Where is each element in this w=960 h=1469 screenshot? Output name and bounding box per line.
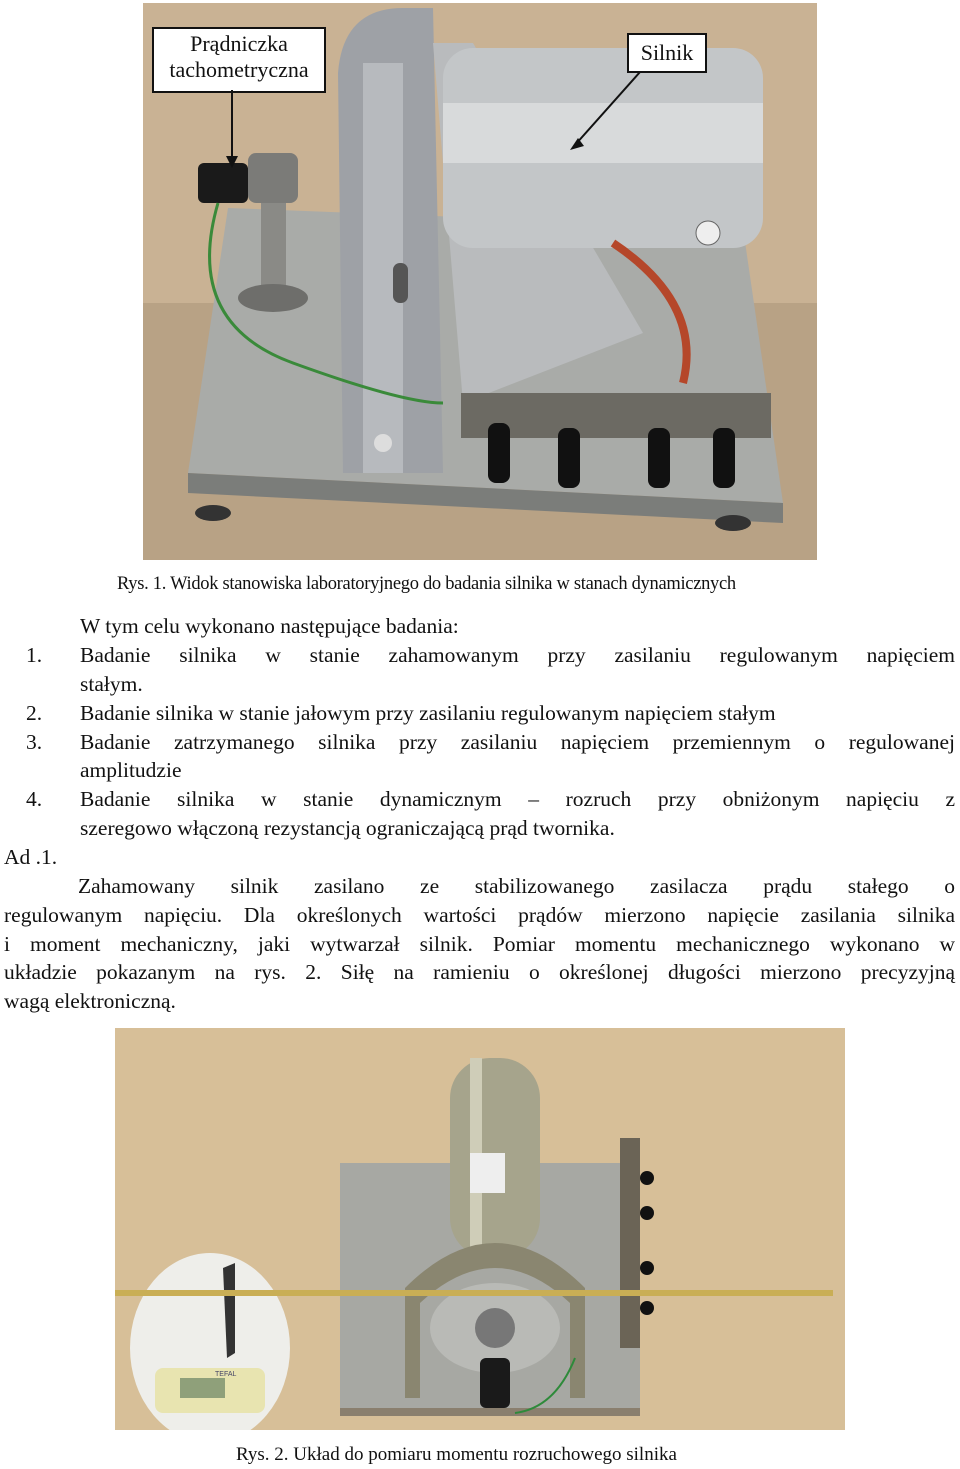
section-heading: Ad .1. (4, 845, 58, 869)
paragraph-line: i moment mechaniczny, jaki wytwarzał silnik. Pomiar momentu mechanicznego wykonano w (4, 932, 955, 956)
list-item-3-line: Badanie zatrzymanego silnika przy zasilaniu napięciem przemiennym o regulowanej (80, 730, 955, 754)
figure-2-caption: Rys. 2. Układ do pomiaru momentu rozruchowego silnika (236, 1444, 677, 1465)
figure-2-photo (115, 1028, 845, 1430)
list-number: 1. (26, 643, 43, 667)
list-item-2-line: Badanie silnika w stanie jałowym przy zasilaniu regulowanym napięciem stałym (80, 701, 776, 725)
paragraph-line: Zahamowany silnik zasilano ze stabilizowanego zasilacza prądu stałego o (78, 874, 955, 898)
label-motor: Silnik (627, 33, 707, 73)
list-number: 3. (26, 730, 43, 754)
intro-text: W tym celu wykonano następujące badania: (80, 614, 459, 638)
list-item-1-line: Badanie silnika w stanie zahamowanym przy zasilaniu regulowanym napięciem (80, 643, 955, 667)
list-item-4-line: Badanie silnika w stanie dynamicznym – rozruch przy obniżonym napięciu z (80, 787, 955, 811)
label-tachogenerator (152, 27, 326, 93)
list-number: 2. (26, 701, 43, 725)
paragraph-line: regulowanym napięciu. Dla określonych wartości prądów mierzono napięcie zasilania silnika (4, 903, 955, 927)
list-item-4-line: szeregowo włączoną rezystancją ograniczającą prąd twornika. (80, 816, 615, 840)
label-line: tachometryczna (169, 57, 309, 82)
figure-1-caption: Rys. 1. Widok stanowiska laboratoryjnego do badania silnika w stanach dynamicznych (117, 574, 736, 594)
paragraph-line: układzie pokazanym na rys. 2. Siłę na ramieniu o określonej długości mierzono precyzyjną (4, 960, 955, 984)
list-item-3-line: amplitudzie (80, 758, 182, 782)
list-item-1-line: stałym. (80, 672, 143, 696)
label-line: Prądniczka (190, 31, 288, 56)
list-number: 4. (26, 787, 43, 811)
paragraph-line: wagą elektroniczną. (4, 989, 176, 1013)
scale-brand: TEFAL (215, 1371, 237, 1378)
